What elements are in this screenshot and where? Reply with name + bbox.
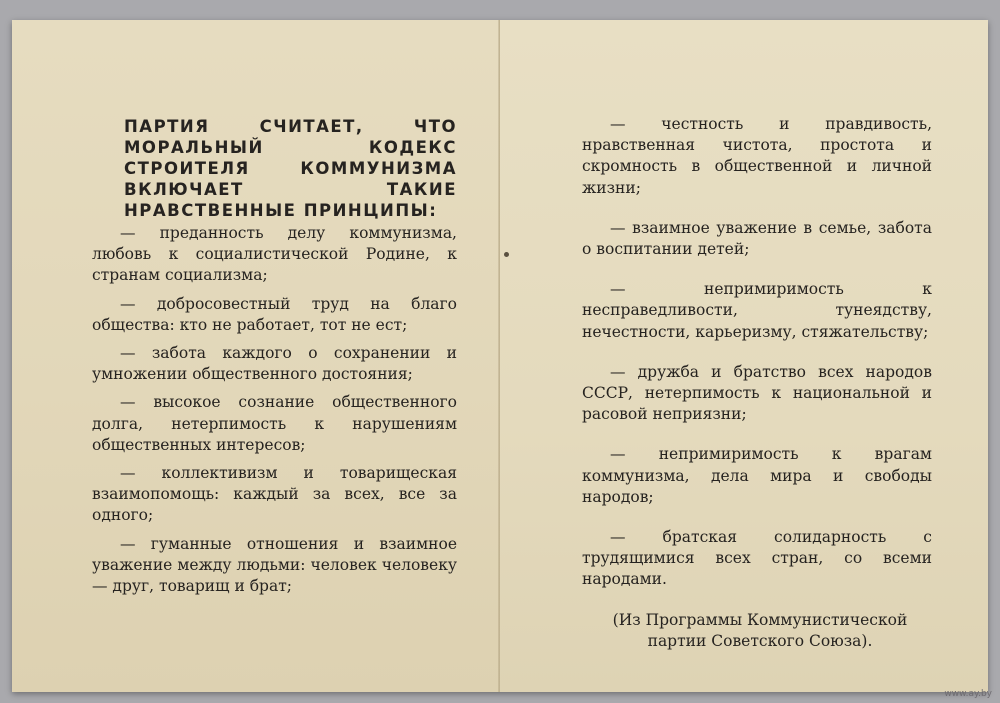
- principle-paragraph: — коллективизм и товарищеская взаимопомощь: каждый за всех, все за одного;: [92, 464, 457, 525]
- right-page: [500, 20, 988, 692]
- program-citation: (Из Программы Коммунистической партии Советского Союза).: [612, 610, 908, 650]
- principle-paragraph: — взаимное уважение в семье, забота о воспитании детей;: [582, 218, 932, 259]
- paper-speck: [504, 252, 509, 257]
- right-column: [582, 114, 932, 652]
- principle-paragraph: — дружба и братство всех народов СССР, нетерпимость к национальной и расовой неприязни;: [582, 362, 932, 424]
- principle-paragraph: — добросовестный труд на благо общества: кто не работает, тот не ест;: [92, 294, 457, 334]
- left-column: [92, 116, 457, 604]
- principle-paragraph: — высокое сознание общественного долга, нетерпимость к нарушениям общественных интересов;: [92, 393, 457, 454]
- principle-paragraph: — непримиримость к врагам коммунизма, дела мира и свободы народов;: [582, 445, 932, 506]
- left-page: [12, 20, 500, 692]
- page-heading: ПАРТИЯ СЧИТАЕТ, ЧТО МОРАЛЬНЫЙ КОДЕКС СТРОИТЕЛЯ КОММУНИЗМА ВКЛЮЧАЕТ ТАКИЕ НРАВСТВЕННЫЕ ПРИНЦИПЫ:: [124, 117, 457, 220]
- principle-paragraph: — преданность делу коммунизма, любовь к социалистической Родине, к странам социализма;: [92, 224, 457, 285]
- principle-paragraph: — честность и правдивость, нравственная чистота, простота и скромность в общественной и личной жизни;: [582, 115, 932, 197]
- site-watermark: www.ay.by: [944, 689, 992, 699]
- principle-paragraph: — забота каждого о сохранении и умножении общественного достояния;: [92, 344, 457, 384]
- principle-paragraph: — братская солидарность с трудящимися всех стран, со всеми народами.: [582, 528, 932, 589]
- principle-paragraph: — гуманные отношения и взаимное уважение между людьми: человек человеку — друг, товарищ и брат;: [92, 534, 457, 596]
- principle-paragraph: — непримиримость к несправедливости, тунеядству, нечестности, карьеризму, стяжательству;: [582, 280, 932, 341]
- booklet: [12, 20, 988, 692]
